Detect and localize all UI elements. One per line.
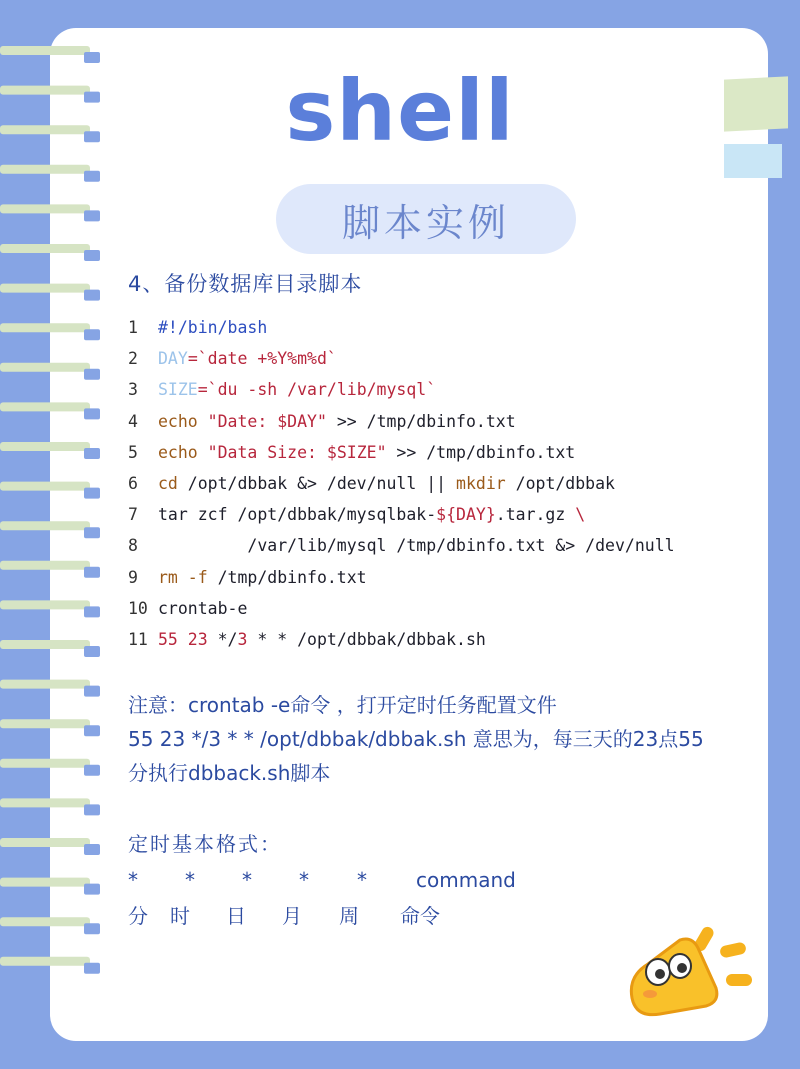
format-symbol-week: * <box>357 868 367 892</box>
binding-hole <box>84 171 100 182</box>
line-number: 6 <box>128 474 138 494</box>
format-label-hour: 时 <box>170 904 190 928</box>
spiral-ring <box>0 759 90 768</box>
line-number: 5 <box>128 442 138 462</box>
spiral-ring <box>0 680 90 689</box>
code-token: DAY <box>158 349 188 369</box>
code-token: =`date +%Y%m%d` <box>187 349 337 369</box>
code-token: $SIZE <box>326 442 377 462</box>
spiral-ring <box>0 402 90 411</box>
line-number: 10 <box>128 598 148 618</box>
note-line-2: 55 23 */3 * * /opt/dbbak/dbbak.sh 意思为，每三天的23点55 <box>128 727 704 751</box>
format-label-command: 命令 <box>400 904 440 928</box>
binding-hole <box>84 606 100 617</box>
spiral-ring <box>0 917 90 926</box>
note-line-3: 分执行dbback.sh脚本 <box>128 761 331 785</box>
megaphone-mascot-icon <box>620 918 770 1028</box>
code-line <box>128 437 748 468</box>
spiral-ring <box>0 521 90 530</box>
code-token: " <box>376 442 387 462</box>
spiral-ring <box>0 640 90 649</box>
code-token: echo <box>158 442 208 462</box>
code-line <box>128 374 748 405</box>
format-label-week: 周 <box>339 904 359 928</box>
note-paragraph <box>128 688 768 790</box>
spiral-ring <box>0 600 90 609</box>
code-line <box>128 312 748 343</box>
line-number: 7 <box>128 505 138 525</box>
code-token: cd <box>158 474 178 494</box>
format-symbol-hour: * <box>185 868 195 892</box>
code-token: mkdir <box>456 474 506 494</box>
code-token: crontab-e <box>158 598 248 618</box>
code-token: "Date: <box>207 411 278 431</box>
section-heading: 4、备份数据库目录脚本 <box>128 272 363 296</box>
format-title: 定时基本格式： <box>128 832 282 856</box>
code-token: >> /tmp/dbinfo.txt <box>386 442 576 462</box>
line-number: 2 <box>128 349 138 369</box>
line-number: 9 <box>128 567 138 587</box>
code-token: =`du -sh /var/lib/mysql` <box>197 380 437 400</box>
binding-hole <box>84 448 100 459</box>
code-token: .tar.gz <box>495 505 576 525</box>
code-token: tar zcf /opt/dbbak/mysqlbak- <box>158 505 437 525</box>
binding-hole <box>84 963 100 974</box>
binding-hole <box>84 290 100 301</box>
format-symbol-minute: * <box>128 868 138 892</box>
line-number: 3 <box>128 380 138 400</box>
code-line <box>128 343 748 374</box>
line-number: 4 <box>128 411 138 431</box>
note-line-1: 注意：crontab -e命令 ，打开定时任务配置文件 <box>128 693 557 717</box>
code-token: \ <box>575 505 586 525</box>
binding-hole <box>84 567 100 578</box>
code-line <box>128 530 748 561</box>
format-label-month: 月 <box>282 904 302 928</box>
subtitle-pill: 脚本实例 <box>276 184 576 254</box>
binding-hole <box>84 250 100 261</box>
code-token: /tmp/dbinfo.txt <box>207 567 367 587</box>
binding-hole <box>84 884 100 895</box>
page-title: shell <box>285 62 515 160</box>
spiral-binding <box>0 0 110 1069</box>
code-line <box>128 499 748 530</box>
line-number: 11 <box>128 629 148 649</box>
line-number: 1 <box>128 318 138 338</box>
code-block <box>128 312 748 655</box>
binding-hole <box>84 329 100 340</box>
format-symbol-day: * <box>242 868 252 892</box>
spiral-ring <box>0 323 90 332</box>
code-token: 3 <box>237 629 248 649</box>
code-token: /opt/dbbak <box>505 474 615 494</box>
code-line <box>128 468 748 499</box>
binding-hole <box>84 923 100 934</box>
spiral-ring <box>0 719 90 728</box>
code-token: 55 23 <box>158 629 208 649</box>
binding-hole <box>84 488 100 499</box>
spiral-ring <box>0 165 90 174</box>
code-token: SIZE <box>158 380 198 400</box>
code-token: /var/lib/mysql /tmp/dbinfo.txt &> /dev/null <box>158 536 675 556</box>
spiral-ring <box>0 957 90 966</box>
binding-hole <box>84 408 100 419</box>
binding-hole <box>84 844 100 855</box>
spiral-ring <box>0 838 90 847</box>
spiral-ring <box>0 482 90 491</box>
binding-hole <box>84 369 100 380</box>
code-token: $DAY <box>277 411 317 431</box>
code-line <box>128 593 748 624</box>
spiral-ring <box>0 204 90 213</box>
binding-hole <box>84 804 100 815</box>
code-line <box>128 624 748 655</box>
code-token: "Data Size: <box>207 442 327 462</box>
binding-hole <box>84 646 100 657</box>
spiral-ring <box>0 244 90 253</box>
code-token: " <box>316 411 327 431</box>
spiral-ring <box>0 442 90 451</box>
spiral-ring <box>0 284 90 293</box>
code-token: rm -f <box>158 567 208 587</box>
binding-hole <box>84 765 100 776</box>
code-token: >> /tmp/dbinfo.txt <box>326 411 516 431</box>
format-symbol-command: command <box>416 868 516 892</box>
binding-hole <box>84 210 100 221</box>
code-token: ${DAY} <box>436 505 496 525</box>
code-token: /opt/dbbak &> /dev/null || <box>177 474 457 494</box>
format-symbol-month: * <box>299 868 309 892</box>
code-token: echo <box>158 411 208 431</box>
spiral-ring <box>0 878 90 887</box>
code-line <box>128 406 748 437</box>
format-label-day: 日 <box>226 904 246 928</box>
spiral-ring <box>0 46 90 55</box>
spiral-ring <box>0 798 90 807</box>
code-token: #!/bin/bash <box>158 318 268 338</box>
code-token: * * /opt/dbbak/dbbak.sh <box>247 629 486 649</box>
code-token: */ <box>207 629 238 649</box>
line-number: 8 <box>128 536 138 556</box>
spiral-ring <box>0 561 90 570</box>
format-label-minute: 分 <box>128 904 148 928</box>
binding-hole <box>84 686 100 697</box>
code-line <box>128 562 748 593</box>
binding-hole <box>84 725 100 736</box>
binding-hole <box>84 527 100 538</box>
spiral-ring <box>0 363 90 372</box>
